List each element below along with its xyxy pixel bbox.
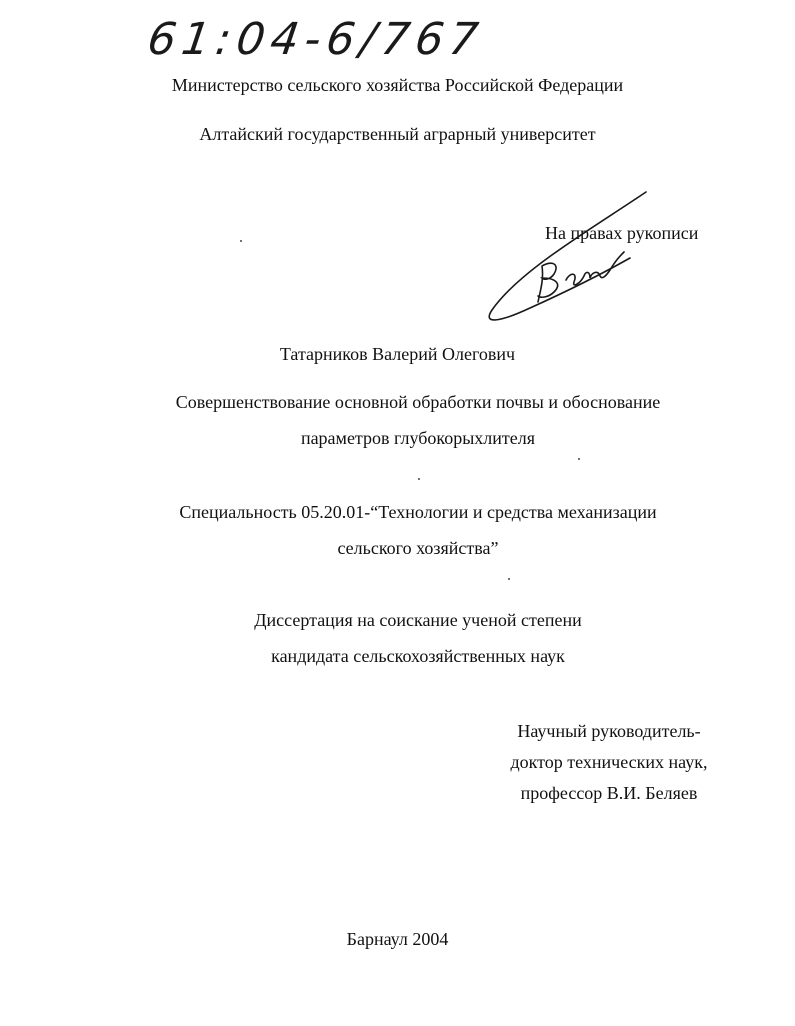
degree-line-2: кандидата сельскохозяйственных наук [271,646,565,666]
dissertation-title [0,384,795,456]
manuscript-rights-note: На правах рукописи [545,223,699,243]
archive-stamp-number: 61:04-6/767 [144,14,488,65]
city-year: Барнаул 2004 [346,929,449,949]
scan-speck [240,240,242,242]
scan-speck [508,578,510,580]
signature [470,180,730,340]
scan-speck [578,458,580,460]
scan-speck [418,478,420,480]
specialty-line-2: сельского хозяйства” [337,538,499,558]
author-name: Татарников Валерий Олегович [279,344,516,364]
supervisor-block [484,716,734,809]
ministry-heading: Министерство сельского хозяйства Российской Федерации [171,75,624,95]
supervisor-line-1: Научный руководитель- [517,721,701,741]
dissertation-title-line-2: параметров глубокорыхлителя [300,428,536,448]
degree-statement [0,602,795,674]
supervisor-line-2: доктор технических наук, [510,752,708,772]
dissertation-title-line-1: Совершенствование основной обработки почвы и обоснование [175,392,661,412]
degree-line-1: Диссертация на соискание ученой степени [254,610,582,630]
supervisor-line-3: профессор В.И. Беляев [520,783,698,803]
specialty-line-1: Специальность 05.20.01-“Технологии и средства механизации [179,502,657,522]
specialty-statement [0,494,795,566]
university-heading: Алтайский государственный аграрный университет [199,124,596,144]
